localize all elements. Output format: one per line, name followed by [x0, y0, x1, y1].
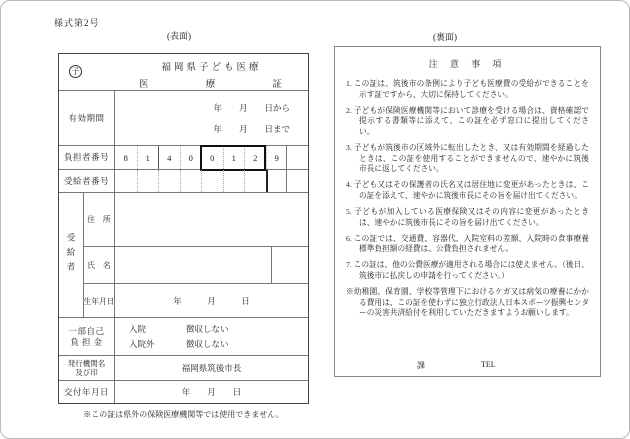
address-value — [115, 193, 308, 246]
name-side-cell — [271, 247, 308, 283]
issuer-label — [59, 356, 115, 380]
name-value — [115, 247, 308, 283]
copay-outpatient-value: 徴収しない — [186, 338, 229, 349]
payer-digit-cell: 1 — [223, 146, 245, 169]
copay-row — [59, 317, 308, 355]
validity-period-row — [59, 90, 308, 145]
payer-digit-cell: 0 — [180, 146, 202, 169]
recipient-number-row — [59, 169, 308, 192]
note-item-7: 7. この証は、他の公費医療が適用される場合には使えません。（後日、筑後市に払戻しの申請を行ってください。） — [346, 260, 589, 280]
department-field-label: 課 — [417, 361, 425, 370]
copay-label — [59, 318, 115, 355]
copay-inpatient-term: 入院 — [129, 324, 147, 335]
validity-to: 年 月 日まで — [213, 123, 290, 134]
payer-number-row — [59, 145, 308, 169]
recipient-number-cells — [115, 170, 287, 192]
note-item-3: 3. 子どもが筑後市の区域外に転出したとき、又は有効期間を経過したときは、この証を使用することができませんので、速やかに筑後市長に返してください。 — [346, 142, 589, 174]
payer-digit-cell: 8 — [123, 152, 128, 163]
recipient-digit-cell — [223, 170, 245, 192]
payer-number-label: 負担者番号 — [59, 146, 115, 169]
title-char: 証 — [272, 80, 282, 90]
recipient-digit-cell — [137, 170, 159, 192]
validity-period-value — [115, 91, 308, 145]
recipient-number-label: 受給者番号 — [59, 170, 115, 192]
recipient-info-block — [59, 192, 308, 317]
validity-period-label: 有効期間 — [59, 91, 115, 145]
certificate-title-line2 — [115, 73, 308, 90]
copay-inpatient — [129, 323, 308, 335]
recipient-vertical-label-cell — [59, 193, 84, 317]
copay-inpatient-value: 徴収しない — [186, 324, 229, 335]
title-char: 医 — [139, 80, 149, 90]
note-item-asterisk: ※幼稚園、保育園、学校等管理下におけるケガ又は病気の療養にかかる費用は、この証を使わずに独立行政法人日本スポーツ振興センターの災害共済給付を利用していただきますようお願いします。 — [346, 287, 590, 318]
notes-panel — [334, 46, 601, 377]
validity-from: 年 月 日から — [213, 102, 290, 113]
copay-label-line2: 負 担 金 — [70, 336, 103, 347]
issuer-label-line1: 発行機関名 — [67, 358, 106, 368]
recipient-digit-cell — [201, 170, 223, 192]
payer-digit-cell: 0 — [201, 146, 223, 169]
payer-digit-cell: 9 — [266, 146, 288, 169]
name-label: 氏 名 — [84, 247, 115, 283]
issue-date-row — [59, 380, 308, 403]
notes-footer — [335, 360, 600, 372]
front-footnote: ※この証は県外の保険医療機関等では使用できません。 — [83, 410, 284, 419]
notes-title: 注 意 事 項 — [428, 59, 507, 69]
title-char: 療 — [205, 80, 216, 90]
note-item-6: 6. この証では、交通費、容器代、入院室料の差額、入院時の食事療養標準負担額の経費は、公費負担されません。 — [346, 233, 589, 254]
copay-outpatient-term: 入院外 — [129, 338, 155, 349]
copay-outpatient — [129, 338, 308, 350]
recipient-vertical-label: 受給者 — [66, 233, 76, 277]
payer-digit-cell: 4 — [158, 146, 180, 169]
payer-number-value — [115, 146, 308, 169]
note-item-2: 2. 子どもが保険医療機関等において診療を受ける場合は、資格確認で提示する書類等に添えて、この証を必ず窓口に提出してください。 — [346, 105, 589, 136]
note-item-5: 5. 子どもが加入している医療保険又はその内容に変更があったときは、速やかに筑後市長にその旨を届け出てください。 — [346, 206, 589, 227]
issuer-label-line2: 及び印 — [75, 368, 98, 377]
back-side-label: (裏面) — [433, 32, 457, 42]
issuer-value: 福岡県筑後市長 — [181, 363, 242, 373]
medical-certificate-front-table — [58, 53, 309, 404]
name-row — [84, 246, 308, 283]
birthdate-label: 生年月日 — [84, 284, 115, 318]
issuer-row — [59, 355, 308, 380]
payer-number-cells — [115, 146, 287, 169]
address-label: 住 所 — [84, 193, 115, 246]
copay-value — [115, 318, 308, 355]
birthdate-row — [84, 283, 308, 318]
issue-date-value: 年 月 日 — [181, 387, 242, 397]
address-row — [84, 193, 308, 246]
birthdate-value: 年 月 日 — [173, 296, 250, 306]
recipient-digit-cell — [158, 170, 180, 192]
certificate-title — [115, 54, 308, 90]
tel-field-label: TEL — [481, 360, 496, 369]
certificate-title-line1: 福岡県子ども医療 — [161, 63, 262, 73]
recipient-number-value — [115, 170, 308, 192]
payer-digit-cell: 1 — [137, 146, 159, 169]
certificate-header-row — [59, 54, 308, 90]
note-item-4: 4. 子ども又はその保護者の氏名又は居住地に変更があったときは、この証を添えて、速やかに筑後市長にその旨を届け出てください。 — [346, 180, 589, 200]
payer-digit-cell: 2 — [244, 146, 266, 169]
copay-label-line1: 一部自己 — [68, 325, 105, 336]
issue-date-label: 交付年月日 — [59, 381, 115, 403]
recipient-digit-cell — [244, 170, 266, 192]
front-side-label: (表面) — [167, 31, 191, 41]
recipient-digit-cell — [266, 170, 288, 192]
form-number: 様式第2号 — [54, 18, 100, 28]
circled-child-icon: 子 — [69, 65, 82, 78]
recipient-digit-cell — [115, 170, 137, 192]
note-item-1: 1. この証は、筑後市の条例により子ども医療費の受給ができることを示す証ですから、大切に保持してください。 — [346, 79, 589, 99]
recipient-digit-cell — [180, 170, 202, 192]
